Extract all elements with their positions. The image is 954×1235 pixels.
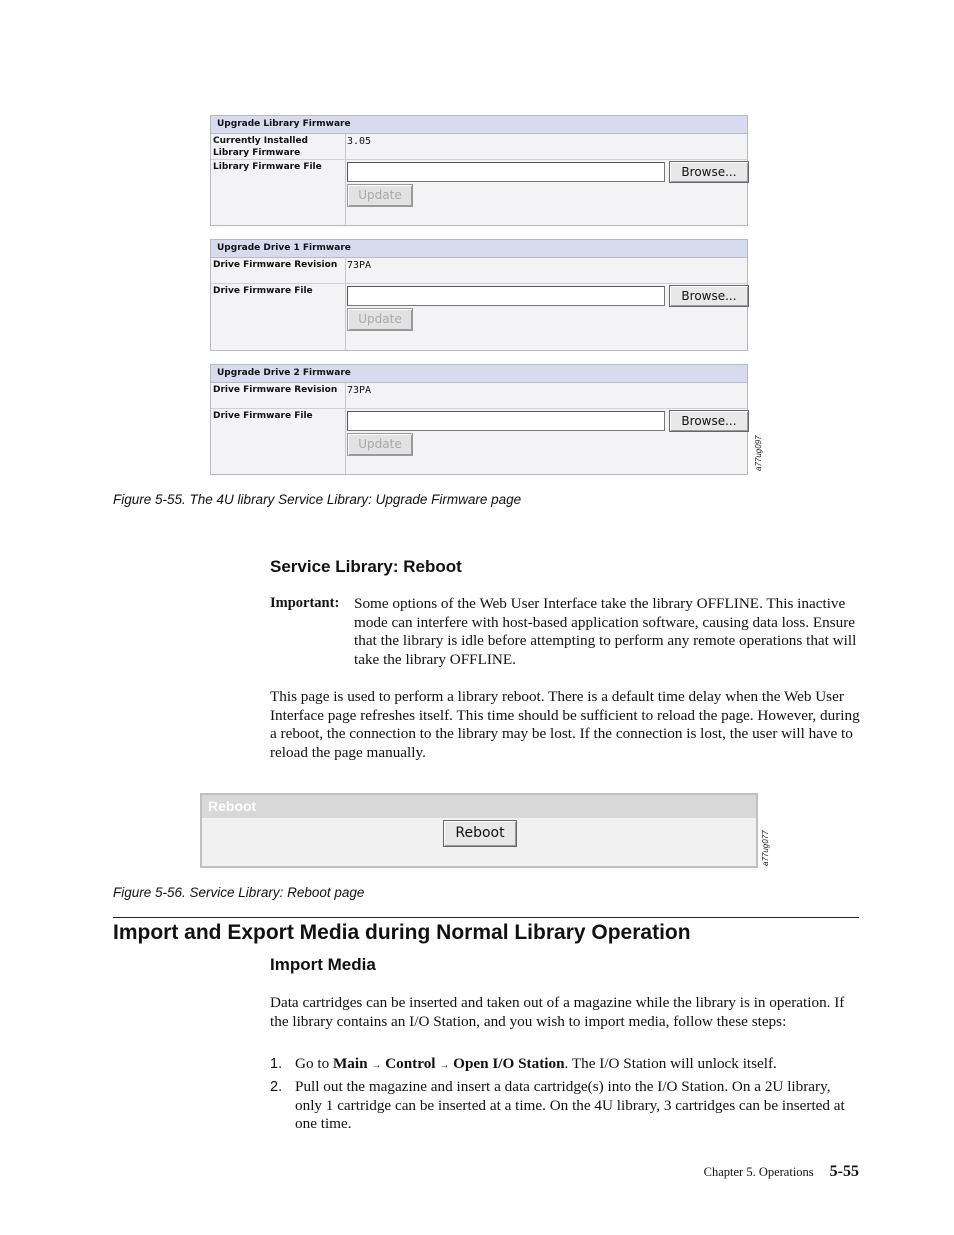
subsection-heading: Import Media [270, 955, 376, 974]
row-label: Drive Firmware Revision [213, 385, 338, 395]
section-heading: Service Library: Reboot [270, 557, 462, 576]
important-text: Some options of the Web User Interface take the library OFFLINE. This inactive mode can interfere with host-based application software, causing data loss. Ensure that the library is idle before attempting to perform any remote operations that will take the library OFFLINE. [354, 595, 857, 669]
browse-button[interactable]: Browse... [669, 410, 749, 432]
panel-header: Upgrade Library Firmware [211, 116, 747, 134]
reboot-button[interactable]: Reboot [443, 820, 517, 847]
installed-firmware-row [211, 134, 747, 160]
figure-caption: Figure 5-55. The 4U library Service Library: Upgrade Firmware page [113, 492, 522, 507]
row-label: Currently Installed Library Firmware [213, 136, 308, 158]
library-firmware-panel [210, 115, 748, 226]
page-footer [704, 1163, 859, 1181]
step-number: 1. [270, 1056, 283, 1072]
firmware-file-row [211, 160, 747, 227]
drive-firmware-revision-row [211, 383, 747, 409]
arrow-icon: → [439, 1060, 450, 1071]
page-number: 5-55 [829, 1163, 859, 1180]
step-text-suffix: . The I/O Station will unlock itself. [564, 1055, 777, 1072]
drive-firmware-revision-row [211, 258, 747, 284]
menu-control: Control [385, 1055, 436, 1072]
firmware-file-input[interactable] [347, 162, 665, 182]
panel-header: Upgrade Drive 1 Firmware [211, 240, 747, 258]
reboot-panel [200, 793, 758, 868]
update-button[interactable]: Update [347, 433, 413, 456]
browse-button[interactable]: Browse... [669, 285, 749, 307]
update-button[interactable]: Update [347, 308, 413, 331]
body-paragraph: This page is used to perform a library reboot. There is a default time delay when the Web User Interface page refreshes itself. This time should be sufficient to reload the page. However, during a reboot, the connection to the library may be lost. If the connection is lost, the user will have to reload the page manually. [270, 688, 860, 762]
arrow-icon: → [371, 1060, 382, 1071]
step-text-prefix: Go to [295, 1055, 333, 1072]
panel-header: Upgrade Drive 2 Firmware [211, 365, 747, 383]
section-rule [113, 917, 859, 918]
drive-firmware-file-row [211, 284, 747, 352]
drive-firmware-file-input[interactable] [347, 411, 665, 431]
drive1-firmware-panel [210, 239, 748, 351]
intro-paragraph: Data cartridges can be inserted and taken out of a magazine while the library is in operation. If the library contains an I/O Station, and you wish to import media, follow these steps: [270, 994, 845, 1030]
drive2-firmware-panel [210, 364, 748, 475]
drive-firmware-value: 73PA [347, 260, 372, 271]
section-title: Import and Export Media during Normal Library Operation [113, 921, 691, 944]
drive-firmware-value: 73PA [347, 385, 372, 396]
row-label: Drive Firmware Revision [213, 260, 338, 270]
step-number: 2. [270, 1079, 283, 1095]
row-label: Library Firmware File [213, 162, 322, 172]
panel-header: Reboot [202, 795, 756, 818]
drive-firmware-file-row [211, 409, 747, 476]
step-text: Pull out the magazine and insert a data cartridge(s) into the I/O Station. On a 2U library, only 1 cartridge can be inserted at a time. On the 4U library, 3 cartridges can be inserted at one time. [295, 1078, 845, 1133]
row-label: Drive Firmware File [213, 286, 313, 296]
figure-caption: Figure 5-56. Service Library: Reboot page [113, 885, 365, 900]
update-button[interactable]: Update [347, 184, 413, 207]
menu-open-io-station: Open I/O Station [453, 1055, 565, 1072]
chapter-label: Chapter 5. Operations [703, 1165, 814, 1179]
important-label: Important: [270, 595, 340, 611]
figure-id: a77ug077 [761, 830, 770, 866]
row-label: Drive Firmware File [213, 411, 313, 421]
menu-main: Main [332, 1055, 368, 1072]
figure-id: a77ug097 [754, 435, 763, 471]
drive-firmware-file-input[interactable] [347, 286, 665, 306]
step-text [295, 1055, 860, 1076]
installed-firmware-value: 3.05 [347, 136, 372, 147]
browse-button[interactable]: Browse... [669, 161, 749, 183]
